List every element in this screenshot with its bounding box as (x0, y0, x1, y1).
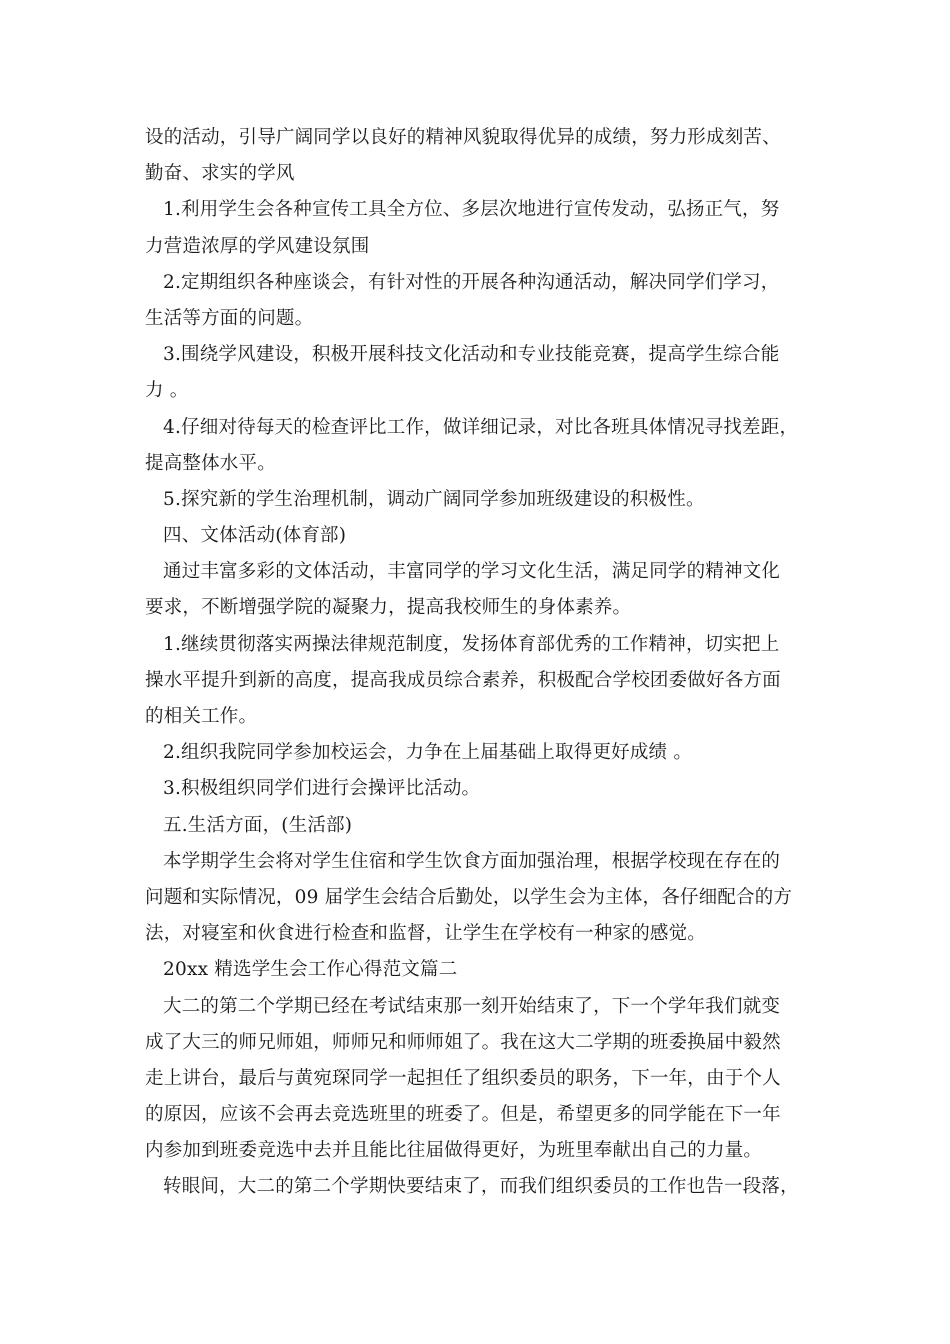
text-line: 内参加到班委竞选中去并且能比往届做得更好，为班里奉献出自己的力量。 (145, 1140, 763, 1162)
text-line: 本学期学生会将对学生住宿和学生饮食方面加强治理，根据学校现在存在的 (163, 850, 781, 872)
text-line: 四、文体活动(体育部) (163, 525, 347, 547)
text-line: 的原因，应该不会再去竞选班里的班委了。但是，希望更多的同学能在下一年 (145, 1104, 781, 1126)
text-line: 要求，不断增强学院的凝聚力，提高我校师生的身体素养。 (145, 597, 632, 619)
text-line: 通过丰富多彩的文体活动，丰富同学的学习文化生活，满足同学的精神文化 (163, 561, 781, 583)
text-line: 力营造浓厚的学风建设氛围 (145, 235, 370, 257)
text-line: 3.围绕学风建设，积极开展科技文化活动和专业技能竞赛，提高学生综合能 (163, 344, 780, 366)
text-line: 3.积极组织同学们进行会操评比活动。 (163, 778, 481, 800)
text-line: 1.继续贯彻落实两操法律规范制度，发扬体育部优秀的工作精神，切实把上 (163, 633, 780, 655)
text-line: 20xx 精选学生会工作心得范文篇二 (163, 959, 458, 981)
text-line: 勤奋、求实的学风 (145, 163, 295, 185)
text-line: 五.生活方面，(生活部) (163, 814, 353, 836)
text-line: 操水平提升到新的高度，提高我成员综合素养，积极配合学校团委做好各方面 (145, 669, 781, 691)
text-line: 设的活动，引导广阔同学以良好的精神风貌取得优异的成绩，努力形成刻苦、 (145, 127, 781, 148)
text-line: 力 。 (145, 380, 189, 402)
text-line: 大二的第二个学期已经在考试结束那一刻开始结束了，下一个学年我们就变 (163, 995, 781, 1017)
text-line: 走上讲台，最后与黄宛琛同学一起担任了组织委员的职务，下一年，由于个人 (145, 1067, 781, 1089)
text-line: 法，对寝室和伙食进行检查和监督，让学生在学校有一种家的感觉。 (145, 923, 707, 945)
text-line: 2.定期组织各种座谈会，有针对性的开展各种沟通活动，解决同学们学习， (163, 271, 780, 293)
text-line: 提高整体水平。 (145, 452, 276, 474)
text-line: 5.探究新的学生治理机制，调动广阔同学参加班级建设的积极性。 (163, 488, 705, 510)
text-line: 转眼间，大二的第二个学期快要结束了，而我们组织委员的工作也告一段落， (163, 1176, 799, 1198)
text-line: 成了大三的师兄师姐，师师兄和师师姐了。我在这大二学期的班委换届中毅然 (145, 1031, 781, 1053)
text-line: 1.利用学生会各种宣传工具全方位、多层次地进行宣传发动，弘扬正气，努 (163, 199, 780, 221)
text-line: 生活等方面的问题。 (145, 307, 314, 329)
text-line: 2.组织我院同学参加校运会，力争在上届基础上取得更好成绩 。 (163, 742, 693, 764)
document-body (145, 120, 820, 1206)
text-line: 问题和实际情况，09 届学生会结合后勤处，以学生会为主体，各仔细配合的方 (145, 886, 793, 908)
text-line: 的相关工作。 (145, 706, 258, 727)
text-line: 4.仔细对待每天的检查评比工作，做详细记录，对比各班具体情况寻找差距， (163, 416, 799, 438)
